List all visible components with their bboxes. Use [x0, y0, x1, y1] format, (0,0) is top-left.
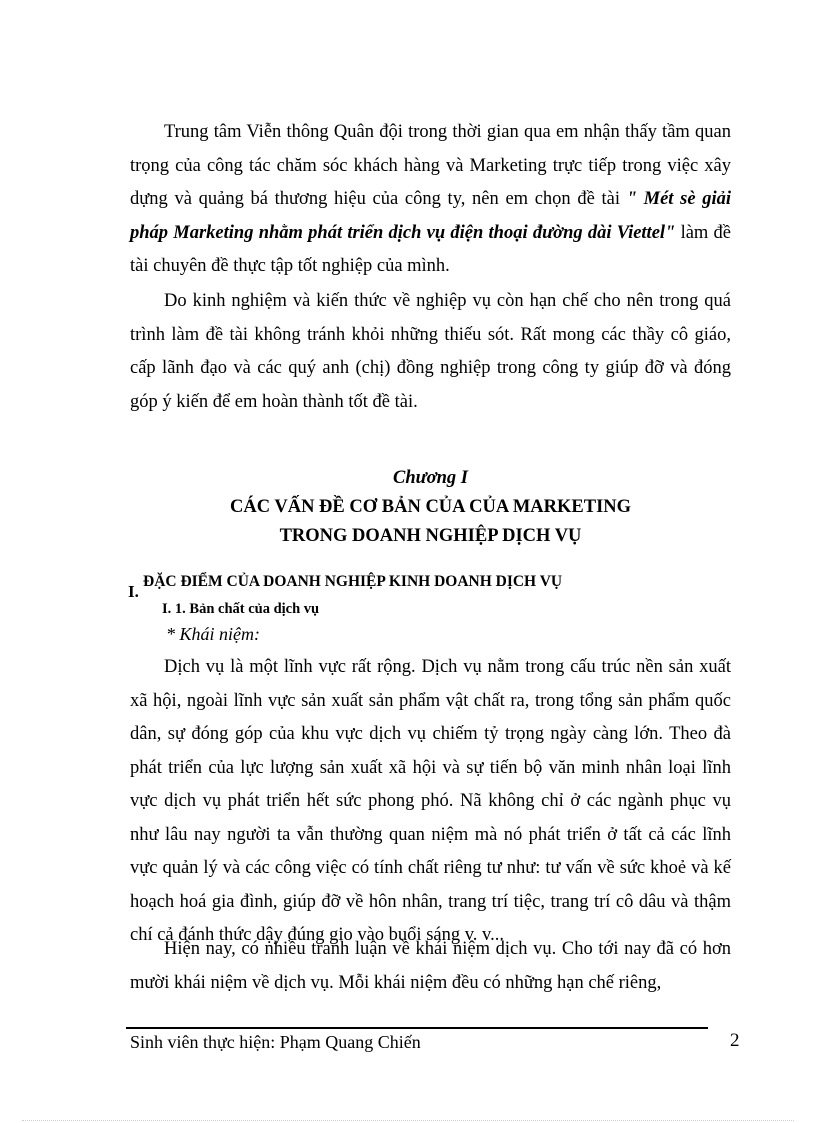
chapter-heading-line-2: TRONG DOANH NGHIỆP DỊCH VỤ: [279, 526, 582, 546]
intro-paragraph-1: [130, 116, 731, 284]
subsection-title: I. 1. Bản chất của dịch vụ: [162, 601, 320, 617]
thesis-title: " Mét sè giải pháp Marketing nhằm phát triển dịch vụ điện thoại đường dài Viettel": [130, 189, 731, 243]
intro-text-start: Trung tâm Viễn thông Quân đội trong thời gian qua em nhận thấy tầm quan trọng của công tác chăm sóc khách hàng và Marketing trực tiếp trong việc xây dựng và quảng bá thương hiệu của công ty, nên em chọn đề tài: [130, 122, 731, 209]
chapter-label: Chương I: [392, 468, 468, 488]
section-title: ĐẶC ĐIỂM CỦA DOANH NGHIỆP KINH DOANH DỊCH VỤ: [143, 573, 563, 590]
section-number: I.: [128, 582, 139, 601]
page-number: 2: [730, 1030, 740, 1051]
body-paragraph-2: Hiện nay, có nhiều tranh luận về khái niệm dịch vụ. Cho tới nay đã có hơn mười khái niệm về dịch vụ. Mỗi khái niệm đều có những hạn chế riêng,: [130, 939, 731, 993]
footer-student: Sinh viên thực hiện: Phạm Quang Chiến: [130, 1032, 421, 1052]
intro-paragraph-2: Do kinh nghiệm và kiến thức về nghiệp vụ còn hạn chế cho nên trong quá trình làm đề tài không tránh khỏi những thiếu sót. Rất mong các thầy cô giáo, cấp lãnh đạo và các quý anh (chị) đồng nghiệp trong công ty giúp đỡ và đóng góp ý kiến để em hoàn thành tốt đề tài.: [130, 291, 731, 412]
chapter-heading-line-1: CÁC VẤN ĐỀ CƠ BẢN CỦA CỦA MARKETING: [229, 497, 632, 517]
footer-divider: [126, 1027, 708, 1029]
intro-text-end: làm đề tài chuyên đề thực tập tốt nghiệp của mình.: [130, 222, 732, 276]
body-paragraph-1: Dịch vụ là một lĩnh vực rất rộng. Dịch vụ nằm trong cấu trúc nền sản xuất xã hội, ngoài lĩnh vực sản xuất sản phẩm vật chất ra, trong tổng sản phẩm quốc dân, sự đóng góp của khu vực dịch vụ chiếm tỷ trọng ngày càng lớn. Theo đà phát triển của lực lượng sản xuất xã hội và sự tiến bộ văn minh nhân loại lĩnh vực dịch vụ phát triển hết sức phong phó. Nã không chỉ ở các ngành phục vụ như lâu nay người ta vẫn thường quan niệm mà nó phát triển ở tất cả các lĩnh vực quản lý và các công việc có tính chất riêng tư như: tư vấn về sức khoẻ và kế hoạch hoá gia đình, giúp đỡ về hôn nhân, trang trí tiệc, trang trí cô dâu và thậm chí cả đánh thức dậy đúng gio vào buổi sáng v. v...: [130, 657, 731, 945]
page-edge-divider: [22, 1120, 794, 1121]
concept-label: * Khái niệm:: [166, 624, 260, 644]
